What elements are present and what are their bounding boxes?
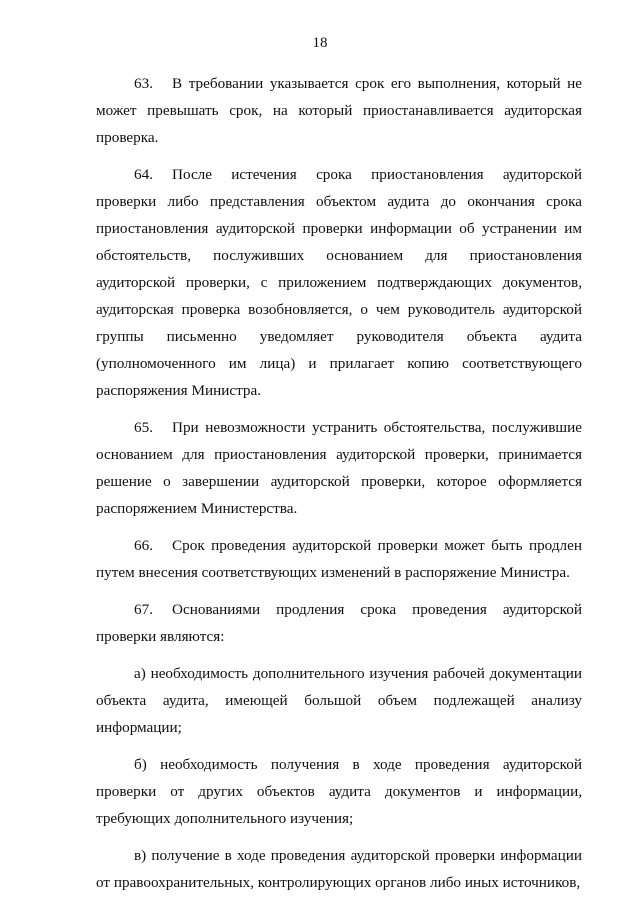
paragraph-number: 66. [134, 537, 153, 554]
paragraph-65 [96, 414, 582, 522]
paragraph-63 [96, 70, 582, 151]
list-item-b: б) необходимость получения в ходе проведения аудиторской проверки от других объектов аудита документов и информации, требующих дополнительного изучения; [96, 756, 582, 827]
paragraph-text: После истечения срока приостановления аудиторской проверки либо представления объектом аудита до окончания срока приостановления аудиторской проверки информации об устранении им обстоятельств, послуживших основанием для приостановления аудиторской проверки, с приложением подтверждающих документов, аудиторская проверка возобновляется, о чем руководитель аудиторской группы письменно уведомляет руководителя объекта аудита (уполномоченного им лица) и прилагает копию соответствующего распоряжения Министра. [96, 166, 582, 399]
list-item-a: а) необходимость дополнительного изучения рабочей документации объекта аудита, имеющей большой объем подлежащей анализу информации; [96, 665, 582, 736]
paragraph-number: 64. [134, 166, 153, 183]
paragraph-number: 65. [134, 419, 153, 436]
page-number: 18 [312, 35, 328, 51]
paragraph-text: При невозможности устранить обстоятельства, послужившие основанием для приостановления аудиторской проверки, принимается решение о завершении аудиторской проверки, которое оформляется распоряжением Министерства. [96, 419, 582, 517]
paragraph-number: 63. [134, 75, 153, 92]
paragraph-67 [96, 596, 582, 650]
list-item-c: в) получение в ходе проведения аудиторской проверки информации от правоохранительных, контролирующих органов либо иных источников, [96, 847, 582, 891]
paragraph-text: Основаниями продления срока проведения аудиторской проверки являются: [96, 601, 582, 645]
document-body [96, 70, 582, 896]
paragraph-text: Срок проведения аудиторской проверки может быть продлен путем внесения соответствующих изменений в распоряжение Министра. [96, 537, 582, 581]
paragraph-text: В требовании указывается срок его выполнения, который не может превышать срок, на который приостанавливается аудиторская проверка. [96, 75, 582, 146]
paragraph-66 [96, 532, 582, 586]
paragraph-number: 67. [134, 601, 153, 618]
paragraph-64 [96, 161, 582, 404]
